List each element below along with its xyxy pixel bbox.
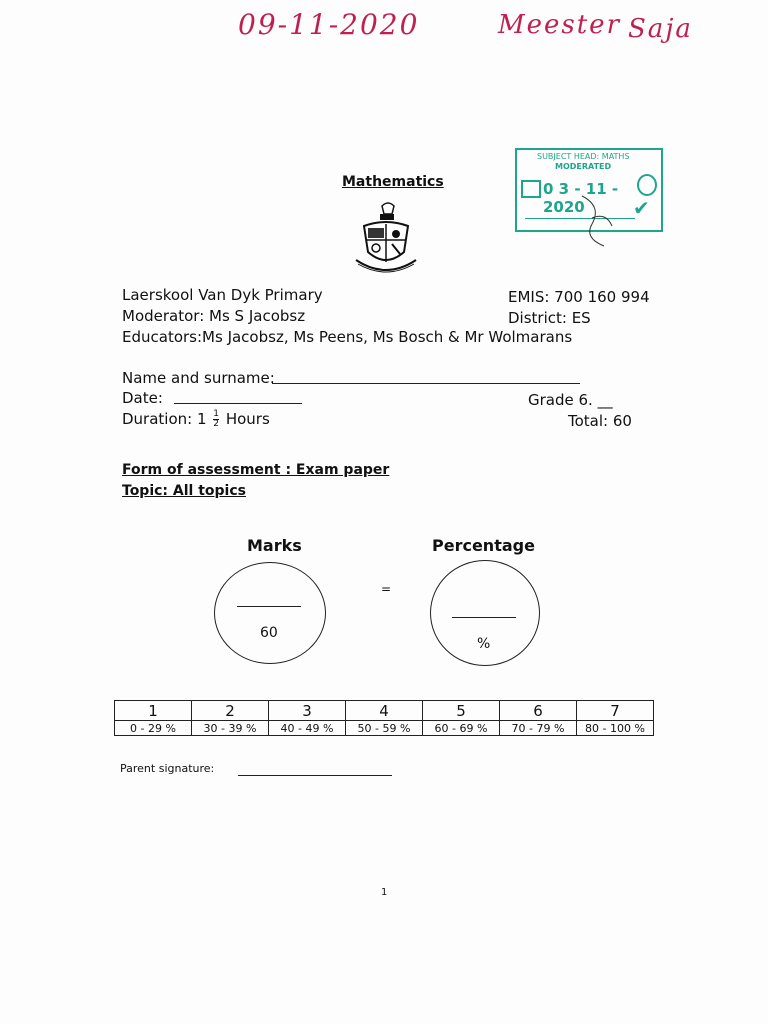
apple-icon xyxy=(637,174,657,196)
handwritten-date: 09-11-2020 xyxy=(238,8,420,41)
assessment-form: Form of assessment : Exam paper xyxy=(122,462,390,478)
level-number: 7 xyxy=(577,701,654,721)
level-range: 70 - 79 % xyxy=(500,721,577,736)
educators: Educators:Ms Jacobsz, Ms Peens, Ms Bosch & Mr Wolmarans xyxy=(122,328,573,346)
level-range: 0 - 29 % xyxy=(115,721,192,736)
school-crest-icon xyxy=(352,200,420,276)
marks-out-of: 60 xyxy=(260,625,278,641)
duration-unit: Hours xyxy=(225,410,270,428)
duration-label: Duration: 1 $\frac{1}{2}$ Hours xyxy=(122,409,270,429)
handwritten-signature-initial: Saja xyxy=(628,14,693,44)
marks-heading: Marks xyxy=(247,536,302,555)
level-range: 50 - 59 % xyxy=(346,721,423,736)
level-range: 60 - 69 % xyxy=(423,721,500,736)
level-number: 5 xyxy=(423,701,500,721)
parent-signature-line[interactable] xyxy=(238,775,392,776)
level-number: 3 xyxy=(269,701,346,721)
level-range: 80 - 100 % xyxy=(577,721,654,736)
level-number: 2 xyxy=(192,701,269,721)
checkmark-icon: ✔ xyxy=(633,196,650,220)
achievement-levels-table xyxy=(114,700,654,736)
percentage-heading: Percentage xyxy=(432,536,535,555)
date-label: Date: xyxy=(122,389,163,407)
emis-number: EMIS: 700 160 994 xyxy=(508,288,650,306)
school-name: Laerskool Van Dyk Primary xyxy=(122,286,323,304)
stamp-line1: SUBJECT HEAD: MATHS xyxy=(537,152,630,161)
moderator: Moderator: Ms S Jacobsz xyxy=(122,307,306,325)
percentage-score-line[interactable] xyxy=(452,617,516,618)
level-range: 30 - 39 % xyxy=(192,721,269,736)
parent-signature-label: Parent signature: xyxy=(120,762,215,775)
marks-score-line[interactable] xyxy=(237,606,301,607)
stamp-date: 0 3 - 11 - 2020 xyxy=(543,180,619,216)
stamp-line2: MODERATED xyxy=(555,162,612,171)
stamp-signature-scribble xyxy=(578,188,618,254)
subject-title: Mathematics xyxy=(342,174,444,190)
duration-numerator: 1 xyxy=(213,409,220,419)
equals-sign: = xyxy=(381,582,392,596)
date-line[interactable] xyxy=(174,403,302,404)
grade-label: Grade 6. __ xyxy=(528,391,613,409)
page-number: 1 xyxy=(381,887,388,898)
assessment-topic: Topic: All topics xyxy=(122,483,246,499)
name-line[interactable] xyxy=(272,383,580,384)
district: District: ES xyxy=(508,309,591,327)
book-icon xyxy=(521,180,541,198)
total-label: Total: 60 xyxy=(568,412,632,430)
level-range: 40 - 49 % xyxy=(269,721,346,736)
level-number: 1 xyxy=(115,701,192,721)
handwritten-signature-name: Meester xyxy=(498,10,622,40)
level-number: 6 xyxy=(500,701,577,721)
duration-denominator: 2 xyxy=(213,419,220,429)
name-label: Name and surname: xyxy=(122,369,275,387)
level-number: 4 xyxy=(346,701,423,721)
percent-sign: % xyxy=(477,636,491,652)
marks-circle xyxy=(214,562,326,664)
